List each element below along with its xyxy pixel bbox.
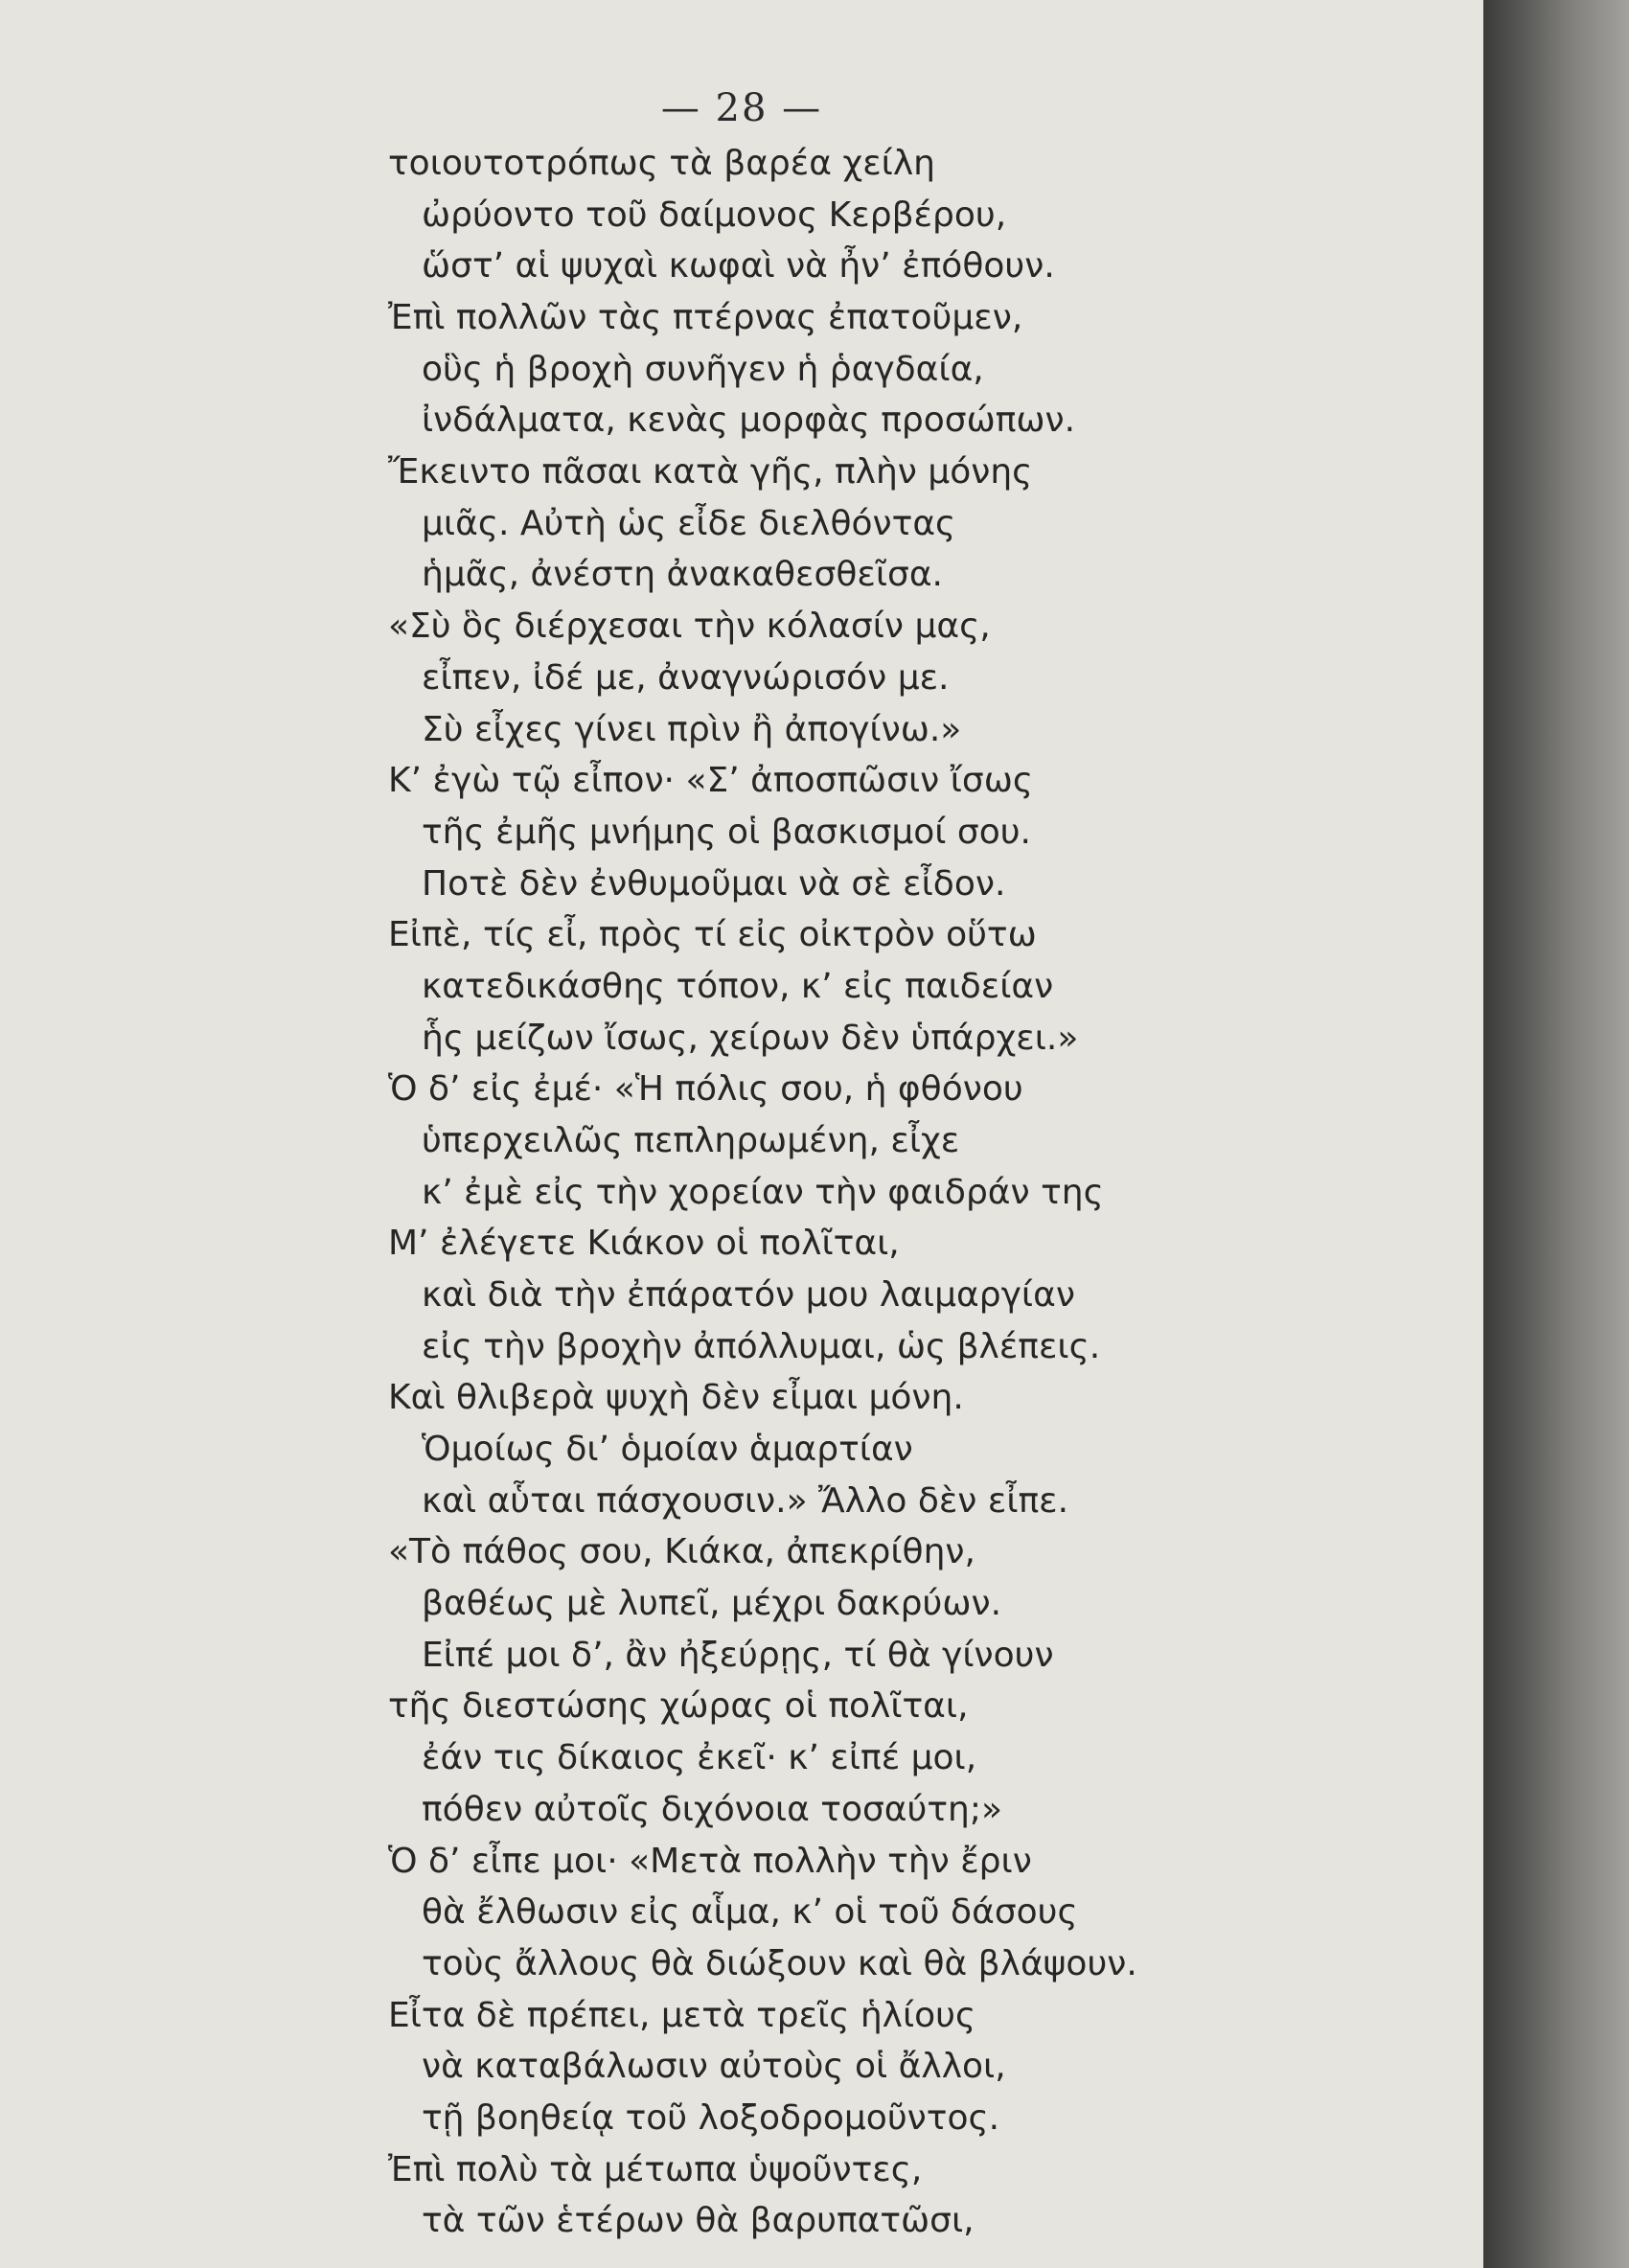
poem-line: ἡμᾶς, ἀνέστη ἀνακαθεσθεῖσα. [422,555,943,594]
poem-line: «Τὸ πάθος σου, Κιάκα, ἀπεκρίθην, [388,1532,975,1571]
poem-line: Καὶ θλιβερὰ ψυχὴ δὲν εἶμαι μόνη. [388,1378,964,1417]
poem-line: ἐάν τις δίκαιος ἐκεῖ· κ’ εἰπέ μοι, [422,1738,977,1777]
book-spine-shadow [1483,0,1629,2268]
poem-line: Κ’ ἐγὼ τῷ εἶπον· «Σ’ ἀποσπῶσιν ἴσως [388,761,1033,800]
poem-line: ἧς μείζων ἴσως, χείρων δὲν ὑπάρχει.» [422,1019,1079,1058]
poem-line: Ἐπὶ πολλῶν τὰς πτέρνας ἐπατοῦμεν, [388,298,1023,337]
poem-line: βαθέως μὲ λυπεῖ, μέχρι δακρύων. [422,1584,1002,1623]
poem-line: τῆς ἐμῆς μνήμης οἱ βασκισμοί σου. [422,813,1031,852]
poem-line: τὰ τῶν ἑτέρων θὰ βαρυπατῶσι, [422,2201,975,2240]
poem-line: Ὁ δ’ εἶπε μοι· «Μετὰ πολλὴν τὴν ἔριν [388,1842,1032,1881]
poem-line: Εἰπέ μοι δ’, ἂν ἠξεύρῃς, τί θὰ γίνουν [422,1636,1054,1675]
page-number: — 28 — [660,86,823,130]
poem-line: τῇ βοηθείᾳ τοῦ λοξοδρομοῦντος. [422,2098,1000,2138]
poem-line: ὠρύοντο τοῦ δαίμονος Κερβέρου, [422,195,1007,235]
poem-line: μιᾶς. Αὐτὴ ὡς εἶδε διελθόντας [422,504,956,543]
poem-line: Σὺ εἶχες γίνει πρὶν ἢ ἀπογίνω.» [422,710,962,749]
poem-line: κατεδικάσθης τόπον, κ’ εἰς παιδείαν [422,967,1054,1006]
poem-line: οὓς ἡ βροχὴ συνῆγεν ἡ ῥαγδαία, [422,350,984,389]
poem-line: τῆς διεστώσης χώρας οἱ πολῖται, [388,1686,969,1726]
poem-line: Εἶτα δὲ πρέπει, μετὰ τρεῖς ἡλίους [388,1996,976,2035]
poem-line: καὶ διὰ τὴν ἐπάρατόν μου λαιμαργίαν [422,1275,1075,1315]
poem-line: κ’ ἐμὲ εἰς τὴν χορείαν τὴν φαιδράν της [422,1173,1104,1212]
poem-line: ἰνδάλματα, κενὰς μορφὰς προσώπων. [422,401,1076,440]
poem-line: ὑπερχειλῶς πεπληρωμένη, εἶχε [422,1121,960,1160]
poem-line: Ἐπὶ πολὺ τὰ μέτωπα ὑψοῦντες, [388,2150,923,2189]
poem-line: Ποτὲ δὲν ἐνθυμοῦμαι νὰ σὲ εἶδον. [422,864,1006,904]
poem-line: «Σὺ ὃς διέρχεσαι τὴν κόλασίν μας, [388,607,991,646]
poem-line: θὰ ἔλθωσιν εἰς αἷμα, κ’ οἱ τοῦ δάσους [422,1892,1078,1932]
poem-line: καὶ αὗται πάσχουσιν.» Ἄλλο δὲν εἶπε. [422,1481,1069,1521]
poem-line: εἰς τὴν βροχὴν ἀπόλλυμαι, ὡς βλέπεις. [422,1327,1101,1366]
poem-line: ὥστ’ αἱ ψυχαὶ κωφαὶ νὰ ἦν’ ἐπόθουν. [422,246,1055,286]
poem-line: Ἔκειντο πᾶσαι κατὰ γῆς, πλὴν μόνης [388,452,1033,492]
poem-line: εἶπεν, ἰδέ με, ἀναγνώρισόν με. [422,658,950,698]
poem-line: τοιουτοτρόπως τὰ βαρέα χείλη [388,144,935,183]
poem-line: Ὁ δ’ εἰς ἐμέ· «Ἡ πόλις σου, ἡ φθόνου [388,1069,1023,1109]
poem-line: τοὺς ἄλλους θὰ διώξουν καὶ θὰ βλάψουν. [422,1944,1137,1983]
poem-line: νὰ καταβάλωσιν αὐτοὺς οἱ ἄλλοι, [422,2047,1006,2086]
poem-line: Ὁμοίως δι’ ὁμοίαν ἁμαρτίαν [422,1430,913,1469]
poem-line: Εἰπὲ, τίς εἶ, πρὸς τί εἰς οἰκτρὸν οὕτω [388,915,1037,954]
poem-line: Μ’ ἐλέγετε Κιάκον οἱ πολῖται, [388,1224,900,1263]
poem-line: πόθεν αὐτοῖς διχόνοια τοσαύτη;» [422,1790,1002,1829]
